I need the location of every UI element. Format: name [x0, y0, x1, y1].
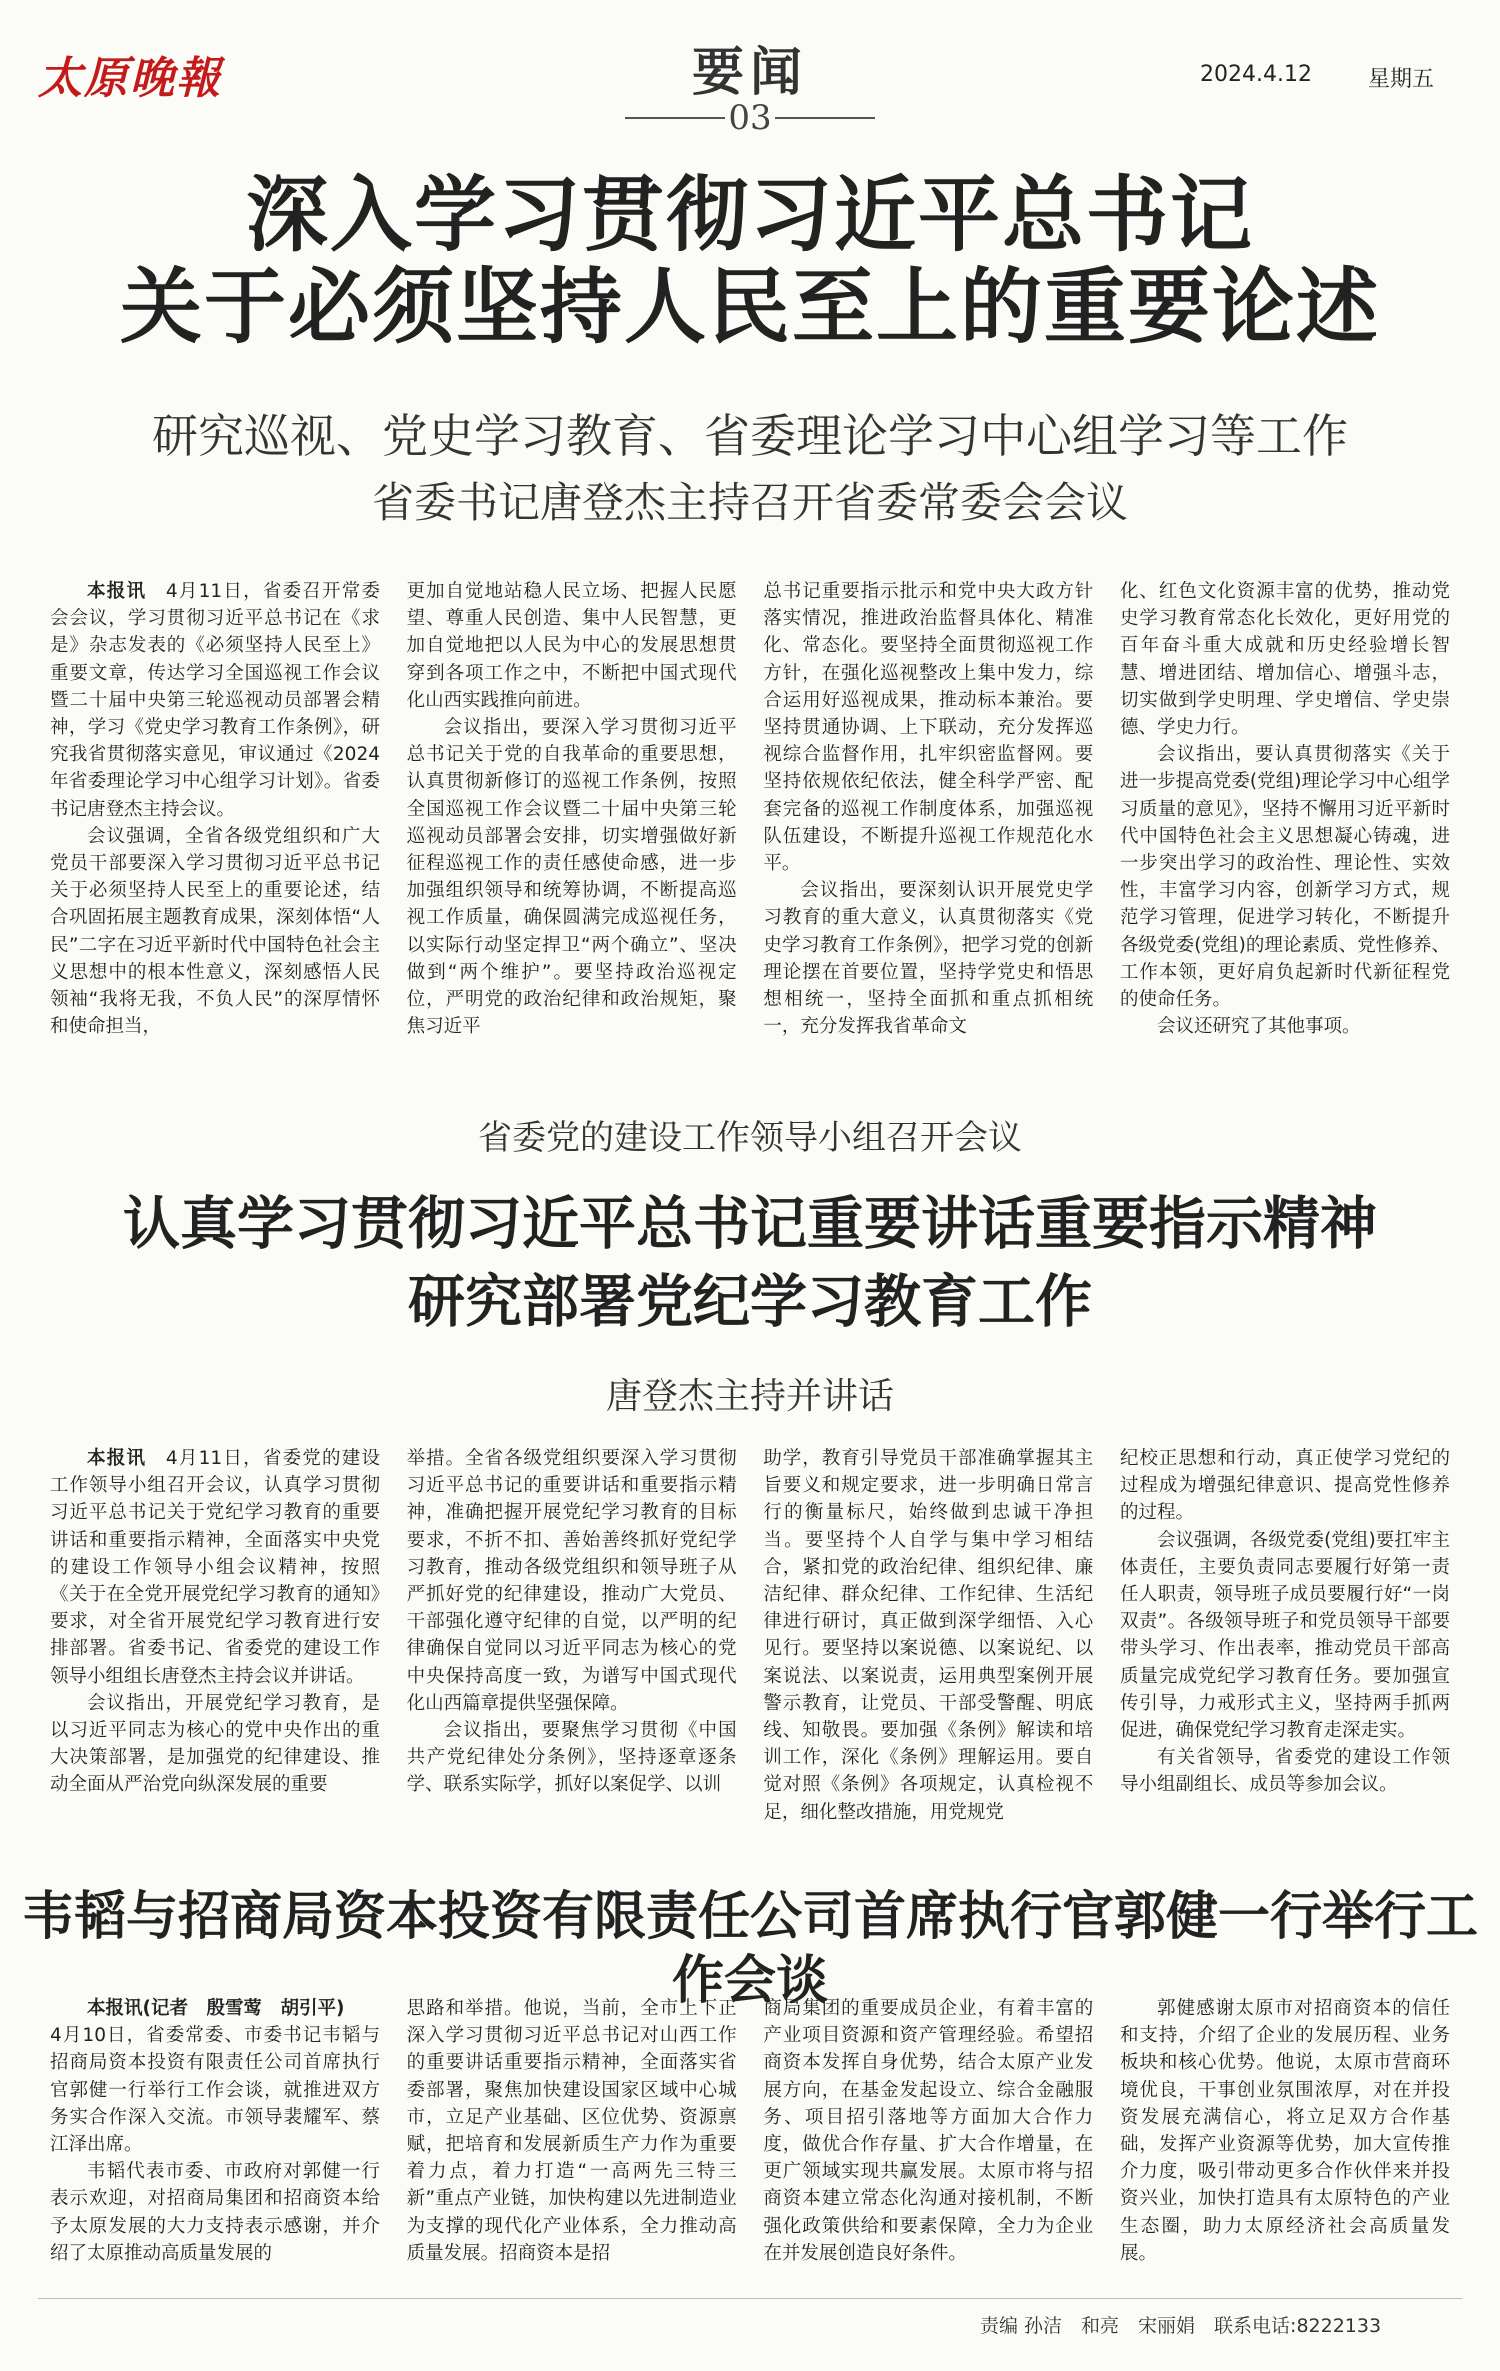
article2-subtitle: 唐登杰主持并讲话: [605, 1376, 894, 1417]
page-number-rule-right: [775, 117, 875, 119]
page-number: 03: [728, 98, 772, 138]
article1-headline: [0, 170, 1500, 354]
article1-subtitle: 研究巡视、党史学习教育、省委理论学习中心组学习等工作: [152, 409, 1348, 463]
article1-paragraph: [50, 578, 380, 823]
article2-headline: [0, 1185, 1500, 1341]
article2-paragraph: 会议强调，各级党委(党组)要扛牢主体责任，主要负责同志要履行好第一责任人职责，领导班子成员要履行好“一岗双责”。各级领导班子和党员领导干部要带头学习、作出表率，推动党员干部高质量完成党纪学习教育任务。要加强宣传引导，力戒形式主义，坚持两手抓两促进，确保党纪学习教育走深走实。: [1119, 1529, 1450, 1742]
article2-paragraph: 会议指出，开展党纪学习教育，是以习近平同志为核心的党中央作出的重大决策部署，是加强党的纪律建设、推动全面从严治党向纵深发展的重要: [50, 1692, 380, 1796]
article1-headline-line2: 关于必须坚持人民至上的重要论述: [119, 260, 1380, 355]
article2-column-4: [1120, 1445, 1450, 1826]
article1-column-1: [50, 578, 380, 1040]
article3-body: [50, 1995, 1450, 2267]
article1-paragraph: 会议还研究了其他事项。: [1156, 1016, 1361, 1038]
article2-column-2: [407, 1445, 737, 1826]
article2-paragraph: 有关省领导，省委党的建设工作领导小组副组长、成员等参加会议。: [1119, 1747, 1450, 1796]
article2-column-1: [50, 1445, 380, 1826]
section-name: 要闻: [691, 42, 808, 103]
article1-body: [50, 578, 1450, 1040]
article1-p1: 4月11日，省委召开常委会会议，学习贯彻习近平总书记在《求是》杂志发表的《必须坚持人民至上》重要文章，传达学习全国巡视工作会议暨二十届中央第三轮巡视动员部署会精神，学习《党史学习教育工作条例》，研究我省贯彻落实意见，审议通过《2024年省委理论学习中心组学习计划》。省委书记唐登杰主持会议。: [50, 581, 380, 820]
article3-paragraph: 商局集团的重要成员企业，有着丰富的产业项目资源和资产管理经验。希望招商资本发挥自身优势，结合太原产业发展方向，在基金发起设立、综合金融服务、项目招引落地等方面加大合作力度，做优合作存量、扩大合作增量，在更广领域实现共赢发展。太原市将与招商资本建立常态化沟通对接机制，不断强化政策供给和要素保障，全力为企业在并发展创造良好条件。: [763, 1998, 1094, 2264]
article2-paragraph: 会议指出，要聚焦学习贯彻《中国共产党纪律处分条例》，坚持逐章逐条学、联系实际学，抓好以案促学、以训: [406, 1720, 737, 1796]
article1-lead: 本报讯: [87, 581, 147, 602]
article2-headline-line2: 研究部署党纪学习教育工作: [408, 1269, 1092, 1335]
editor-credits: 责编 孙洁 和亮 宋丽娟 联系电话:8222133: [980, 2315, 1382, 2337]
article2-paragraph: [50, 1445, 380, 1690]
article3-headline: 韦韬与招商局资本投资有限责任公司首席执行官郭健一行举行工作会谈: [21, 1887, 1478, 2011]
article1-subtitle-2: 省委书记唐登杰主持召开省委常委会会议: [371, 478, 1128, 527]
article1-paragraph: 会议指出，要深刻认识开展党史学习教育的重大意义，认真贯彻落实《党史学习教育工作条例》，把学习党的创新理论摆在首要位置，坚持学党史和悟思想相统一，坚持全面抓和重点抓相统一，充分发挥我省革命文: [763, 880, 1094, 1038]
article2-lead: 本报讯: [87, 1448, 147, 1469]
article2-pre-title: 省委党的建设工作领导小组召开会议: [478, 1118, 1022, 1158]
article1-paragraph: 更加自觉地站稳人民立场、把握人民愿望、尊重人民创造、集中人民智慧，更加自觉地把以人民为中心的发展思想贯穿到各项工作之中，不断把中国式现代化山西实践推向前进。: [406, 581, 737, 711]
article1-paragraph: 总书记重要指示批示和党中央大政方针落实情况，推进政治监督具体化、精准化、常态化。要坚持全面贯彻巡视工作方针，在强化巡视整改上集中发力，综合运用好巡视成果，推动标本兼治。要坚持贯通协调、上下联动，充分发挥巡视综合监督作用，扎牢织密监督网。要坚持依规依纪依法，健全科学严密、配套完备的巡视工作制度体系，加强巡视队伍建设，不断提升巡视工作规范化水平。: [763, 581, 1094, 875]
article3-paragraph: 思路和举措。他说，当前，全市上下正深入学习贯彻习近平总书记对山西工作的重要讲话重要指示精神，全面落实省委部署，聚焦加快建设国家区域中心城市，立足产业基础、区位优势、资源禀赋，把培育和发展新质生产力作为重要着力点，着力打造“一高两先三特三新”重点产业链，加快构建以先进制造业为支撑的现代化产业体系，全力推动高质量发展。招商资本是招: [406, 1998, 737, 2264]
masthead: [0, 0, 1500, 140]
article1-paragraph: 会议指出，要深入学习贯彻习近平总书记关于党的自我革命的重要思想，认真贯彻新修订的巡视工作条例，按照全国巡视工作会议暨二十届中央第三轮巡视动员部署会安排，切实增强做好新征程巡视工作的责任感使命感，进一步加强组织领导和统筹协调，不断提高巡视工作质量，确保圆满完成巡视任务，以实际行动坚定捍卫“两个确立”、坚决做到“两个维护”。要坚持政治巡视定位，严明党的政治纪律和政治规矩，聚焦习近平: [406, 717, 737, 1038]
article3-lead: 本报讯(记者 殷雪莺 胡引平): [87, 1998, 345, 2019]
article2-paragraph: 纪校正思想和行动，真正使学习党纪的过程成为增强纪律意识、提高党性修养的过程。: [1119, 1448, 1450, 1524]
article1-column-4: [1120, 578, 1450, 1040]
article2-paragraph: 助学，教育引导党员干部准确掌握其主旨要义和规定要求，进一步明确日常言行的衡量标尺，始终做到忠诚干净担当。要坚持个人自学与集中学习相结合，紧扣党的政治纪律、组织纪律、廉洁纪律、群众纪律、工作纪律、生活纪律进行研讨，真正做到深学细悟、入心见行。要坚持以案说德、以案说纪、以案说法、以案说责，运用典型案例开展警示教育，让党员、干部受警醒、明底线、知敬畏。要加强《条例》解读和培训工作，深化《条例》理解运用。要自觉对照《条例》各项规定，认真检视不足，细化整改措施，用党规党: [763, 1448, 1094, 1823]
article3-column-2: [407, 1995, 737, 2267]
issue-weekday: 星期五: [1368, 67, 1435, 92]
issue-date: 2024.4.12: [1200, 62, 1312, 87]
article2-paragraph: 举措。全省各级党组织要深入学习贯彻习近平总书记的重要讲话和重要指示精神，准确把握开展党纪学习教育的目标要求，不折不扣、善始善终抓好党纪学习教育，推动各级党组织和领导班子从严抓好党的纪律建设，推动广大党员、干部强化遵守纪律的自觉，以严明的纪律确保自觉同以习近平同志为核心的党中央保持高度一致，为谱写中国式现代化山西篇章提供坚强保障。: [406, 1448, 737, 1714]
article3-paragraph: 韦韬代表市委、市政府对郭健一行表示欢迎，对招商局集团和招商资本给予太原发展的大力支持表示感谢，并介绍了太原推动高质量发展的: [50, 2161, 380, 2264]
article3-column-1: [50, 1995, 380, 2267]
article2-body: [50, 1445, 1450, 1826]
article1-headline-line1: 深入学习贯彻习近平总书记: [245, 168, 1254, 263]
article3-paragraph: [50, 1995, 380, 2022]
article2-headline-line1: 认真学习贯彻习近平总书记重要讲话重要指示精神: [123, 1191, 1377, 1257]
article2-column-3: [763, 1445, 1093, 1826]
newspaper-logo: 太原晚報: [38, 53, 222, 104]
article1-column-3: [763, 578, 1093, 1040]
article1-column-2: [407, 578, 737, 1040]
article3-column-4: [1120, 1995, 1450, 2267]
article1-paragraph: 会议强调，全省各级党组织和广大党员干部要深入学习贯彻习近平总书记关于必须坚持人民至上的重要论述，结合巩固拓展主题教育成果，深刻体悟“人民”二字在习近平新时代中国特色社会主义思想中的根本性意义，深刻感悟人民领袖“我将无我，不负人民”的深厚情怀和使命担当，: [50, 825, 380, 1038]
article1-paragraph: 化、红色文化资源丰富的优势，推动党史学习教育常态化长效化，更好用党的百年奋斗重大成就和历史经验增长智慧、增进团结、增加信心、增强斗志，切实做到学史明理、学史增信、学史崇德、学史力行。: [1119, 581, 1450, 739]
article2-p1: 4月11日，省委党的建设工作领导小组召开会议，认真学习贯彻习近平总书记关于党纪学习教育的重要讲话和重要指示精神，全面落实中央党的建设工作领导小组会议精神，按照《关于在全党开展党纪学习教育的通知》要求，对全省开展党纪学习教育进行安排部署。省委书记、省委党的建设工作领导小组组长唐登杰主持会议并讲话。: [50, 1448, 380, 1687]
article3-paragraph: 郭健感谢太原市对招商资本的信任和支持，介绍了企业的发展历程、业务板块和核心优势。他说，太原市营商环境优良，干事创业氛围浓厚，对在并投资发展充满信心，将立足双方合作基础，发挥产业资源等优势，加大宣传推介力度，吸引带动更多合作伙伴来并投资兴业，加快打造具有太原特色的产业生态圈，助力太原经济社会高质量发展。: [1119, 1998, 1450, 2264]
article3-column-3: [763, 1995, 1093, 2267]
footer-divider: [38, 2298, 1462, 2299]
article3-paragraph: 4月10日，省委常委、市委书记韦韬与招商局资本投资有限责任公司首席执行官郭健一行举行工作会谈，就推进双方务实合作深入交流。市领导裴耀军、蔡江泽出席。: [50, 2025, 380, 2156]
article1-paragraph: 会议指出，要认真贯彻落实《关于进一步提高党委(党组)理论学习中心组学习质量的意见》，坚持不懈用习近平新时代中国特色社会主义思想凝心铸魂，进一步突出学习的政治性、理论性、实效性，丰富学习内容，创新学习方式，规范学习管理，促进学习转化，不断提升各级党委(党组)的理论素质、党性修养、工作本领，更好肩负起新时代新征程党的使命任务。: [1119, 744, 1450, 1011]
